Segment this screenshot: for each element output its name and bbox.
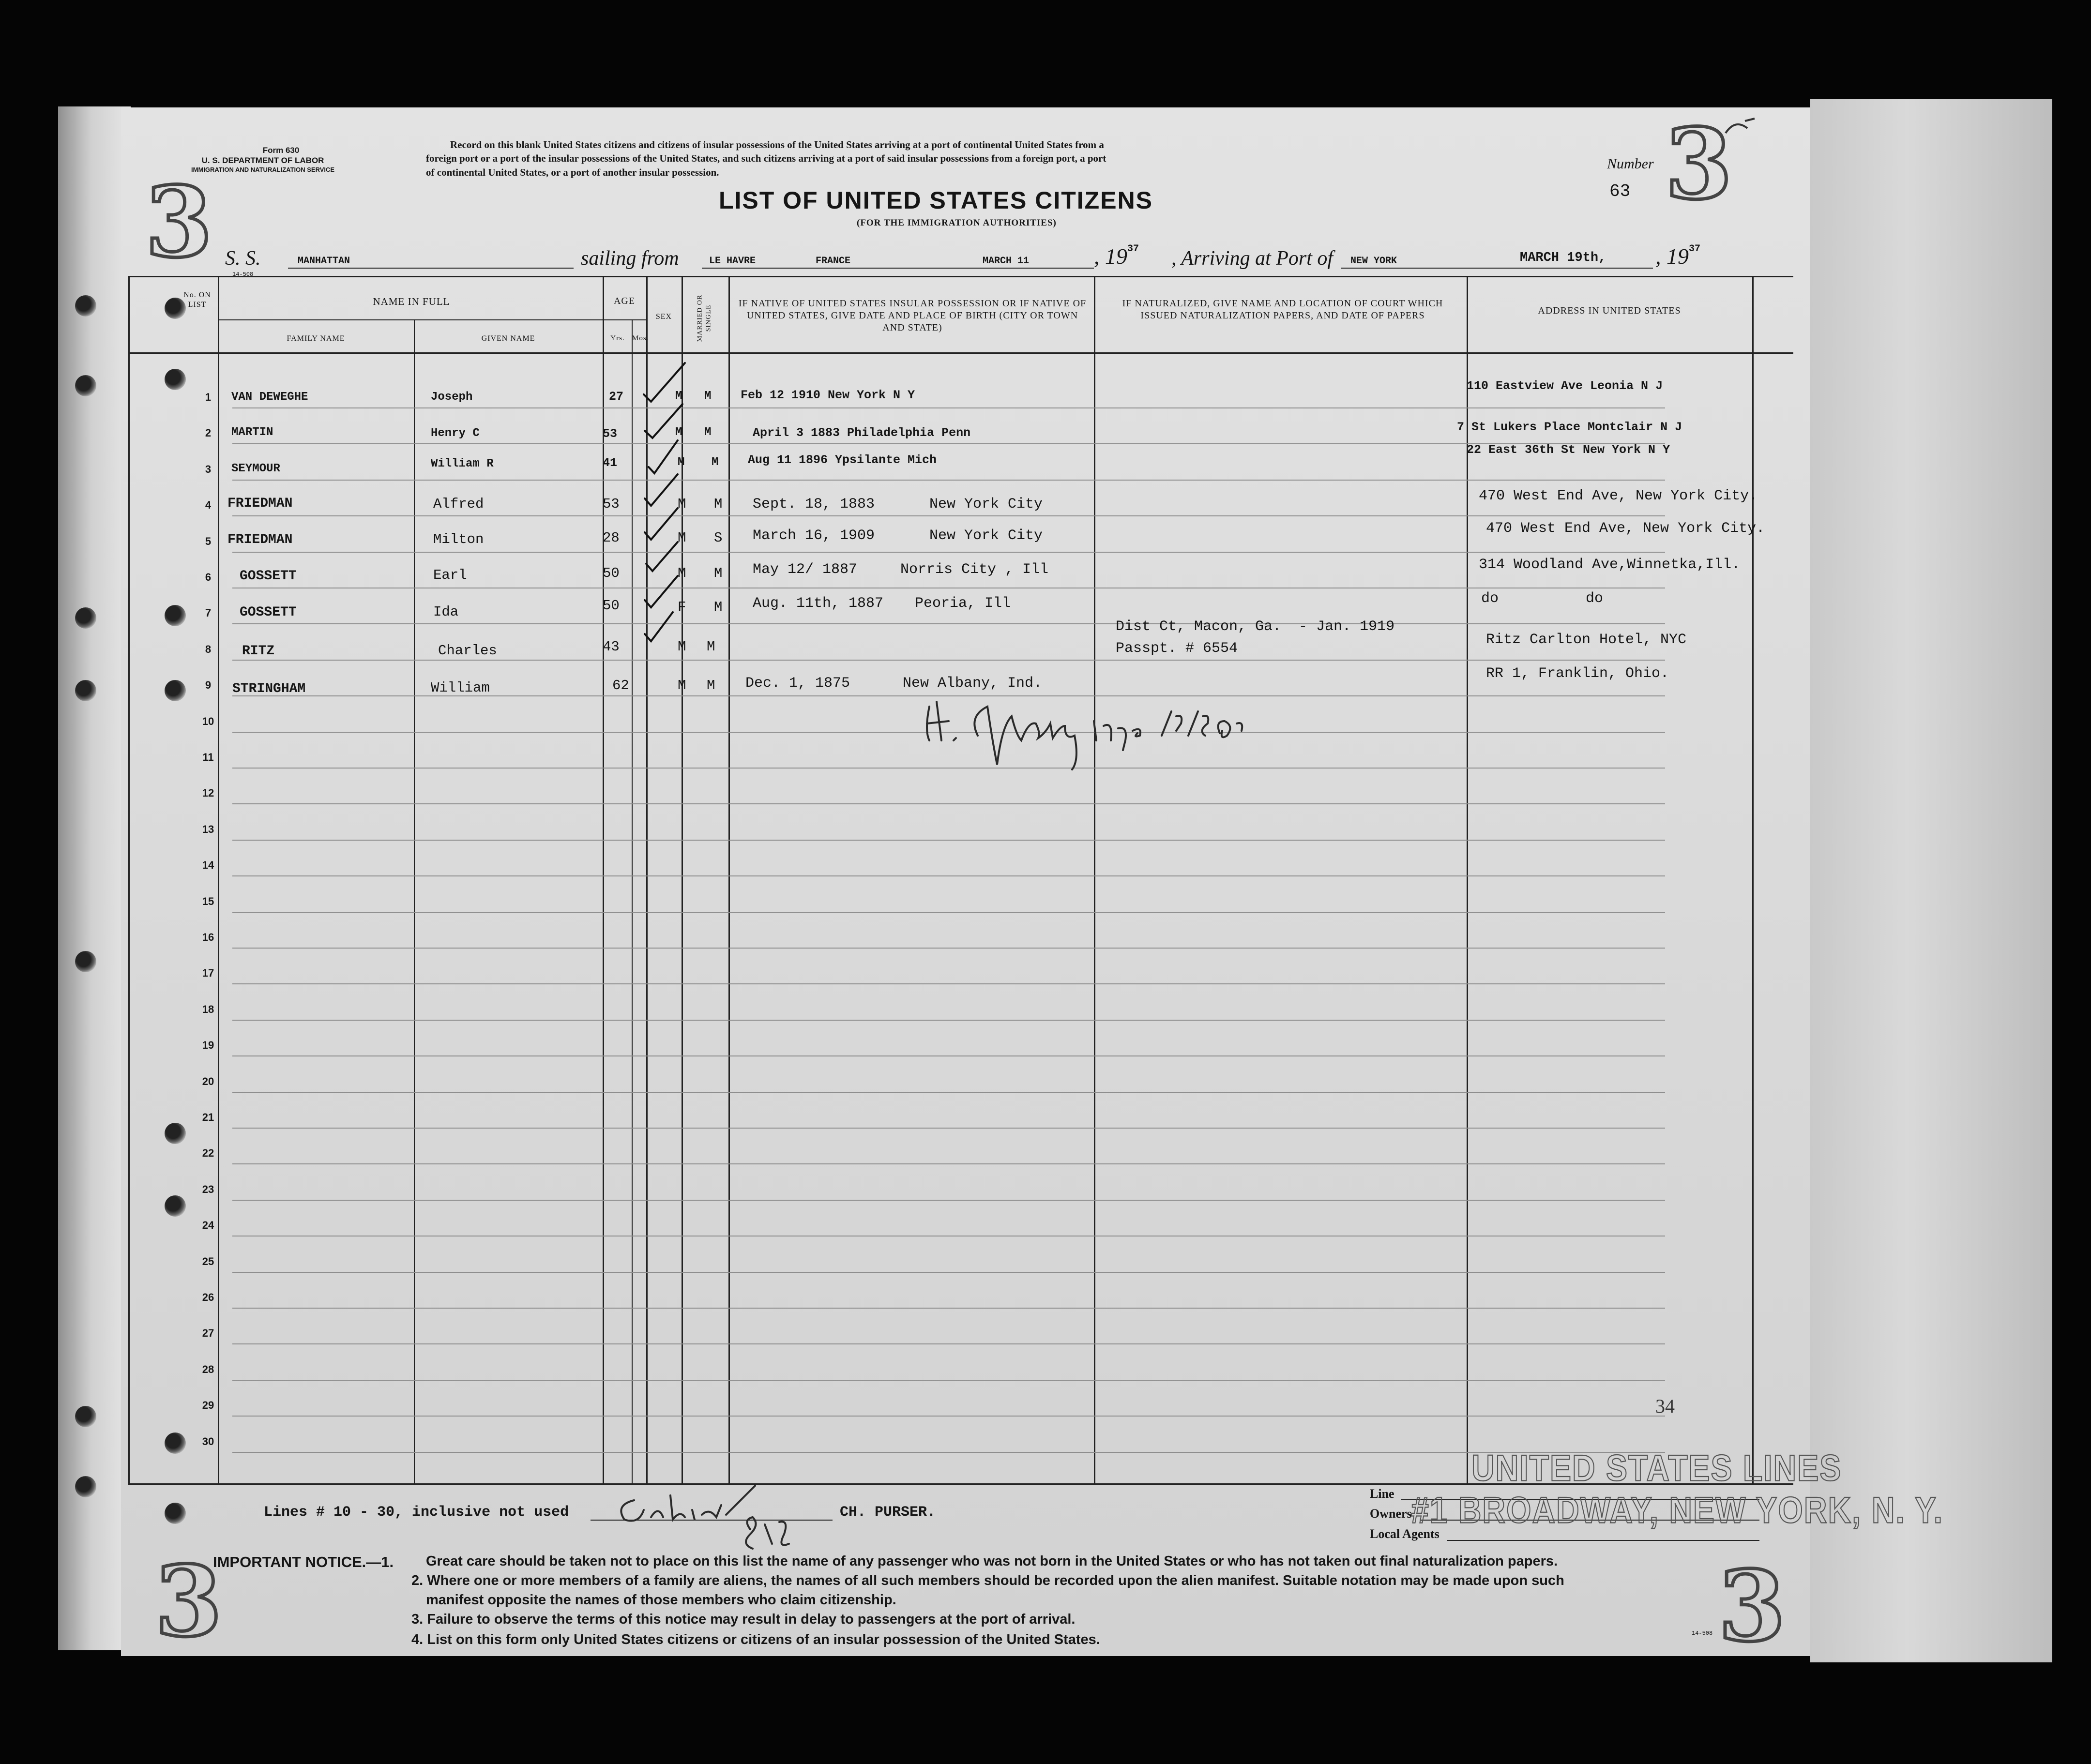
family-name: FRIEDMAN: [227, 532, 293, 547]
check-marks: [639, 348, 697, 697]
name-subheader-line: [218, 319, 605, 320]
given-name: Earl: [433, 567, 467, 583]
ss-label: S. S.: [225, 247, 261, 270]
row-ruling: [232, 912, 1665, 913]
lines-not-used-note: Lines # 10 - 30, inclusive not used: [264, 1504, 569, 1521]
row-number: 7: [205, 607, 212, 619]
row-number: 28: [202, 1363, 214, 1375]
agents-underline: [1447, 1540, 1759, 1541]
header-birth: IF NATIVE OF UNITED STATES INSULAR POSSESSION OR IF NATIVE OF UNITED STATES, GIVE DATE AND PLACE OF BIRTH (CITY OR TOWN AND STATE): [738, 298, 1087, 333]
us-address: 470 West End Ave, New York City.: [1486, 520, 1765, 537]
row-ruling: [232, 1055, 1665, 1056]
family-name: SEYMOUR: [231, 462, 280, 475]
agents-label: Local Agents: [1370, 1527, 1439, 1541]
us-address: RR 1, Franklin, Ohio.: [1486, 665, 1669, 682]
form-number: Form 630: [262, 146, 300, 155]
binder-hole: [75, 680, 96, 701]
departure-year: [1094, 243, 1139, 269]
row-ruling: [232, 1020, 1665, 1021]
family-name: MARTIN: [231, 426, 273, 439]
sex: M: [675, 426, 682, 439]
row-number: 4: [205, 499, 212, 512]
age-subheader-line: [603, 319, 646, 320]
marital-status: M: [714, 565, 723, 581]
birth-date-place: Aug 11 1896 Ypsilante Mich: [748, 453, 937, 467]
departure-date: MARCH 11: [983, 256, 1030, 267]
signature-drawing: [920, 687, 1394, 784]
row-number: 11: [202, 751, 214, 763]
sex: M: [678, 639, 686, 655]
row-ruling: [232, 1163, 1665, 1164]
ship-underline: [288, 268, 574, 269]
notice-heading: IMPORTANT NOTICE.—1.: [213, 1553, 394, 1570]
row-number: 2: [205, 427, 212, 439]
number-label: Number: [1607, 156, 1654, 172]
given-name: Alfred: [433, 496, 484, 512]
row-ruling: [232, 660, 1665, 661]
form-instructions: [426, 138, 1106, 179]
row-ruling: [232, 1128, 1665, 1129]
age-years: 53: [603, 496, 620, 512]
row-number: 24: [202, 1219, 214, 1232]
purser-signature: [605, 1471, 828, 1561]
birth-date: March 16, 1909: [753, 528, 875, 544]
row-ruling: [232, 1272, 1665, 1273]
table-left-border: [128, 276, 130, 1483]
age-years: 50: [603, 565, 620, 581]
header-given-name: GIVEN NAME: [481, 334, 535, 343]
us-address: 7 St Lukers Place Montclair N J: [1457, 420, 1682, 434]
row-number: 14: [202, 859, 214, 872]
header-bottom-border: [128, 352, 1793, 354]
header-naturalized: IF NATURALIZED, GIVE NAME AND LOCATION OF COURT WHICH ISSUED NATURALIZATION PAPERS, AND DATE OF PAPERS: [1122, 298, 1443, 321]
row-number: 20: [202, 1075, 214, 1087]
arrival-underline: [1341, 268, 1653, 269]
row-number: 25: [202, 1255, 214, 1267]
row-ruling: [232, 552, 1665, 553]
header-yrs: Yrs.: [610, 334, 625, 342]
row-number: 6: [205, 571, 212, 583]
row-number: 22: [202, 1147, 214, 1160]
col-divider-birth: [1094, 276, 1095, 1483]
age-years: 27: [609, 390, 624, 404]
punch-hole: [165, 369, 186, 390]
marital-status: M: [704, 390, 712, 403]
birth-date: Sept. 18, 1883: [753, 496, 875, 513]
us-address: 470 West End Ave, New York City.: [1479, 488, 1758, 504]
sex: M: [675, 390, 682, 403]
row-number: 21: [202, 1111, 214, 1123]
col-divider-ms: [728, 276, 730, 1483]
marital-status: M: [714, 496, 723, 512]
departure-year-suffix: 37: [1127, 243, 1139, 255]
punch-hole: [165, 680, 186, 701]
sheet-digit-top-right: 3: [1665, 107, 1733, 221]
printer-code-bottom: 14-508: [1692, 1630, 1713, 1637]
purser-signature-drawing: [605, 1471, 828, 1558]
given-name: Ida: [433, 604, 459, 620]
age-years: 28: [603, 530, 620, 546]
col-divider-yrs: [632, 319, 633, 1483]
sheet-digit-bottom-right: 3: [1718, 1550, 1786, 1663]
header-name-in-full: NAME IN FULL: [373, 296, 450, 307]
row-number: 19: [202, 1039, 214, 1052]
row-ruling: [232, 443, 1665, 444]
naturalization-court: Dist Ct, Macon, Ga. - Jan. 1919: [1116, 618, 1395, 635]
age-years: 53: [603, 427, 618, 441]
given-name: Milton: [433, 531, 484, 547]
given-name: Joseph: [431, 391, 473, 404]
departure-underline: [702, 268, 1094, 269]
row-number: 12: [202, 787, 214, 799]
departure-country: FRANCE: [816, 256, 851, 267]
row-number: 26: [202, 1291, 214, 1303]
col-divider-family: [414, 319, 415, 1483]
row-number: 17: [202, 967, 214, 980]
row-ruling: [232, 1416, 1665, 1417]
header-family-name: FAMILY NAME: [287, 334, 345, 343]
binder-hole: [75, 607, 96, 629]
birth-place: New York City: [929, 496, 1043, 513]
inspector-signature: [920, 687, 1394, 786]
given-name: Charles: [438, 643, 497, 659]
header-married-single: MARRIED OR SINGLE: [696, 294, 712, 342]
given-name: William: [431, 680, 490, 696]
pen-mark: [1721, 114, 1759, 143]
row-number: 23: [202, 1183, 214, 1195]
col-divider-address: [1752, 276, 1754, 1483]
arriving-label: , Arriving at Port of: [1171, 247, 1333, 270]
family-name: GOSSETT: [240, 605, 297, 620]
notice-item-1: Great care should be taken not to place on this list the name of any passenger who was not born in the United States or who has not taken out final naturalization papers.: [426, 1553, 1558, 1569]
check-mark-icon: [645, 474, 678, 506]
owners-label: Owners: [1370, 1507, 1412, 1521]
age-years: 43: [603, 639, 620, 655]
row-ruling: [232, 1380, 1665, 1381]
line-label: Line: [1370, 1487, 1394, 1501]
instructions-line-2: foreign port or a port of the insular possessions of the United States, and such citizens arriving at a port of said insular possessions from a foreign port, a port: [426, 152, 1106, 165]
row-ruling: [232, 1452, 1665, 1453]
punch-hole: [165, 605, 186, 626]
check-mark-icon: [644, 363, 685, 402]
row-number: 8: [205, 643, 212, 655]
sex: F: [678, 599, 686, 615]
row-ruling: [232, 515, 1665, 516]
punch-hole: [165, 1123, 186, 1144]
us-address: Ritz Carlton Hotel, NYC: [1486, 632, 1687, 648]
row-ruling: [232, 1308, 1665, 1309]
family-name: VAN DEWEGHE: [231, 391, 308, 404]
header-sex: SEX: [655, 313, 672, 321]
row-number: 30: [202, 1435, 214, 1447]
header-age: AGE: [613, 296, 636, 306]
row-ruling: [232, 480, 1665, 481]
row-ruling: [232, 948, 1665, 949]
passport-number: Passpt. # 6554: [1116, 640, 1238, 657]
purser-title: CH. PURSER.: [840, 1504, 936, 1521]
sex: M: [678, 456, 685, 469]
form-subtitle: (FOR THE IMMIGRATION AUTHORITIES): [857, 218, 1057, 228]
marital-status: M: [704, 426, 712, 439]
arrival-year-prefix: , 19: [1655, 244, 1689, 269]
form-issuer: [191, 145, 334, 174]
age-years: 41: [603, 456, 618, 470]
row-number: 3: [205, 463, 212, 475]
shipping-line-address-stamp: #1 BROADWAY, NEW YORK, N. Y.: [1411, 1489, 1944, 1531]
birth-date-place: April 3 1883 Philadelphia Penn: [753, 426, 971, 440]
birth-place: Norris City , Ill: [900, 561, 1049, 578]
us-address: 22 East 36th St New York N Y: [1467, 443, 1670, 457]
us-address: 110 Eastview Ave Leonia N J: [1467, 379, 1663, 393]
birth-date-place: Feb 12 1910 New York N Y: [741, 388, 915, 402]
col-divider-nat: [1467, 276, 1468, 1483]
marital-status: M: [714, 599, 723, 615]
instructions-line-1: Record on this blank United States citizens and citizens of insular possessions of the United States arriving at a port of continental United States from a: [450, 139, 1104, 151]
notice-item-4: 4. List on this form only United States citizens or citizens of an insular possession of the United States.: [411, 1632, 1100, 1647]
age-years: 50: [603, 598, 620, 614]
row-ruling: [232, 1343, 1665, 1344]
marital-status: M: [707, 639, 715, 655]
birth-date: May 12/ 1887: [753, 561, 858, 578]
binder-hole: [75, 1406, 96, 1427]
binder-hole: [75, 295, 96, 317]
marital-status: M: [712, 456, 719, 469]
sex: M: [678, 496, 686, 512]
row-number: 18: [202, 1003, 214, 1015]
us-address: do do: [1481, 590, 1604, 607]
departure-year-prefix: , 19: [1094, 244, 1127, 269]
row-ruling: [232, 1200, 1665, 1201]
arrival-year: [1655, 243, 1700, 269]
row-number: 27: [202, 1327, 214, 1340]
marital-status: M: [707, 678, 715, 694]
check-mark-icon: [645, 404, 682, 438]
row-ruling: [232, 840, 1665, 841]
birth-place: Peoria, Ill: [915, 595, 1011, 612]
header-address: ADDRESS IN UNITED STATES: [1538, 305, 1681, 316]
age-years: 62: [612, 678, 629, 694]
adjacent-page-edge: [1810, 99, 2052, 1662]
punch-hole: [165, 1503, 186, 1524]
row-number: 16: [202, 931, 214, 943]
departure-port: LE HAVRE: [709, 256, 756, 267]
birth-place: New York City: [929, 528, 1043, 544]
row-number: 10: [202, 715, 214, 727]
birth-place: New Albany, Ind.: [903, 675, 1043, 692]
check-mark-icon: [645, 612, 673, 641]
shipping-line-stamp: UNITED STATES LINES: [1471, 1447, 1842, 1489]
row-number: 1: [205, 391, 212, 403]
notice-item-2: 2. Where one or more members of a family are aliens, the names of all such members should be recorded upon the alien manifest. Suitable notation may be made upon such: [411, 1573, 1564, 1588]
row-ruling: [232, 983, 1665, 984]
punch-hole: [165, 1432, 186, 1454]
header-mos: Mos.: [632, 334, 649, 342]
row-number: 5: [205, 535, 212, 547]
us-address: 314 Woodland Ave,Winnetka,Ill.: [1479, 557, 1741, 573]
form-title: LIST OF UNITED STATES CITIZENS: [719, 187, 1153, 214]
binder-hole: [75, 1476, 96, 1497]
row-ruling: [232, 623, 1665, 624]
row-ruling: [232, 1092, 1665, 1093]
row-number: 13: [202, 823, 214, 835]
row-ruling: [232, 875, 1665, 876]
check-mark-icon: [649, 440, 678, 473]
department-name: U. S. DEPARTMENT OF LABOR: [201, 156, 324, 166]
row-number: 9: [205, 679, 212, 692]
service-name: IMMIGRATION AND NATURALIZATION SERVICE: [191, 166, 335, 173]
arrival-year-suffix: 37: [1689, 243, 1701, 255]
birth-date: Dec. 1, 1875: [745, 675, 850, 692]
header-no-on-list: No. ON LIST: [183, 291, 211, 309]
sheet-digit-bottom-left: 3: [155, 1545, 223, 1658]
page-count: 34: [1655, 1395, 1675, 1417]
marital-status: S: [714, 530, 723, 546]
notice-item-2-cont: manifest opposite the names of those members who claim citizenship.: [426, 1592, 896, 1608]
family-name: GOSSETT: [240, 569, 297, 584]
arrival-port: NEW YORK: [1350, 256, 1397, 267]
family-name: STRINGHAM: [232, 681, 306, 696]
given-name: Henry C: [431, 427, 480, 440]
sailing-label: sailing from: [581, 247, 679, 270]
binder-hole: [75, 951, 96, 972]
sheet-digit-top-left: 3: [145, 166, 213, 279]
instructions-line-3: of continental United States, or a port of another insular possession.: [426, 166, 719, 178]
check-mark-icon: [645, 508, 678, 540]
family-name: FRIEDMAN: [227, 496, 293, 511]
birth-date: Aug. 11th, 1887: [753, 595, 884, 612]
list-number: 63: [1609, 181, 1631, 201]
sex: M: [678, 565, 686, 581]
punch-hole: [165, 1195, 186, 1217]
row-ruling: [232, 803, 1665, 804]
row-ruling: [232, 407, 1665, 408]
row-number: 15: [202, 895, 214, 907]
printer-code-top: 14-508: [232, 271, 254, 278]
family-name: RITZ: [242, 644, 275, 659]
arrival-date: MARCH 19th,: [1520, 251, 1606, 265]
sex: M: [678, 678, 686, 694]
sex: M: [678, 530, 686, 546]
check-mark-icon: [646, 542, 678, 571]
given-name: William R: [431, 457, 494, 470]
row-number: 29: [202, 1399, 214, 1412]
ship-name: MANHATTAN: [298, 256, 350, 267]
binder-hole: [75, 375, 96, 396]
notice-item-3: 3. Failure to observe the terms of this notice may result in delay to passengers at the port of arrival.: [411, 1612, 1076, 1627]
check-mark-icon: [645, 576, 678, 607]
table-top-border: [128, 276, 1793, 277]
